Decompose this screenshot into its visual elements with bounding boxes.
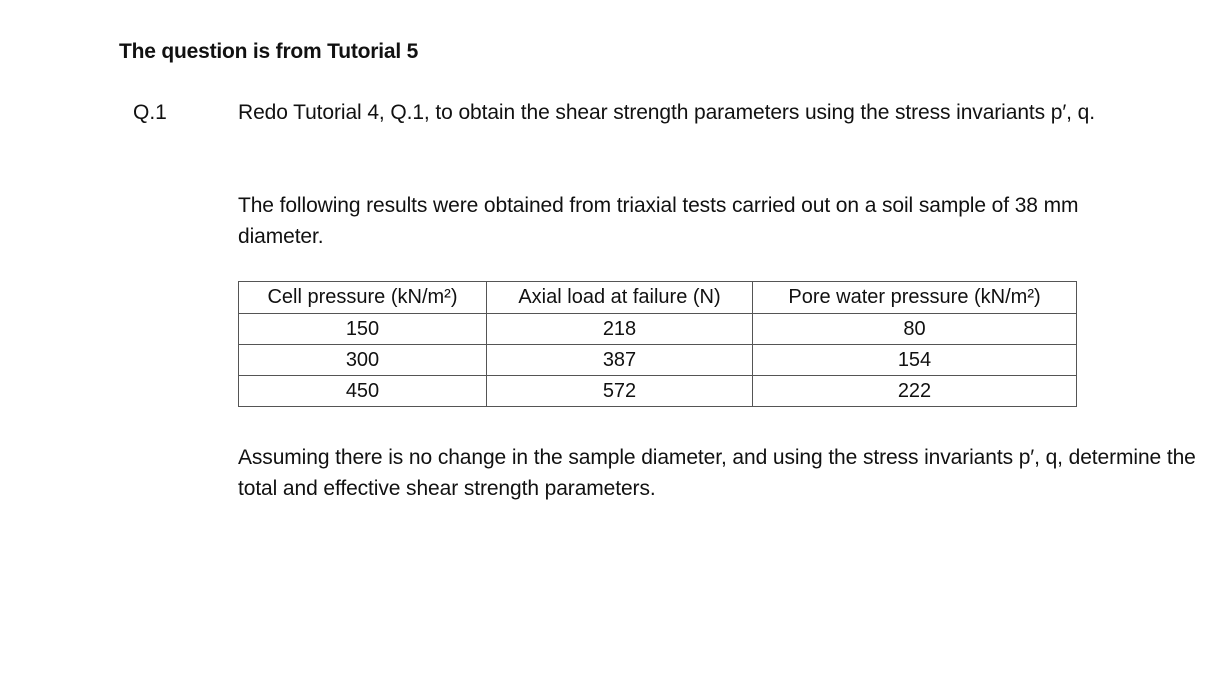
table-row (239, 345, 1077, 376)
results-table (238, 281, 1077, 407)
page-heading: The question is from Tutorial 5 (119, 40, 419, 63)
axial-load-value: 387 (487, 345, 753, 376)
header-axial-load: Axial load at failure (N) (487, 282, 753, 314)
cell-pressure-value: 150 (239, 314, 487, 345)
cell-pressure-value: 450 (239, 376, 487, 407)
question-instruction: Redo Tutorial 4, Q.1, to obtain the shear strength parameters using the stress invariants p′, q. (238, 101, 1095, 124)
axial-load-value: 218 (487, 314, 753, 345)
axial-load-value: 572 (487, 376, 753, 407)
table-row (239, 314, 1077, 345)
pore-water-pressure-value: 80 (753, 314, 1077, 345)
header-pore-water-pressure: Pore water pressure (kN/m²) (753, 282, 1077, 314)
question-task: Assuming there is no change in the sample diameter, and using the stress invariants p′, q, determine the total and effective shear strength parameters. (238, 446, 1196, 500)
pore-water-pressure-value: 222 (753, 376, 1077, 407)
table-row (239, 376, 1077, 407)
question-description: The following results were obtained from triaxial tests carried out on a soil sample of 38 mm diameter. (238, 194, 1079, 248)
header-cell-pressure: Cell pressure (kN/m²) (239, 282, 487, 314)
question-number: Q.1 (133, 101, 167, 124)
cell-pressure-value: 300 (239, 345, 487, 376)
pore-water-pressure-value: 154 (753, 345, 1077, 376)
table-header-row (239, 282, 1077, 314)
